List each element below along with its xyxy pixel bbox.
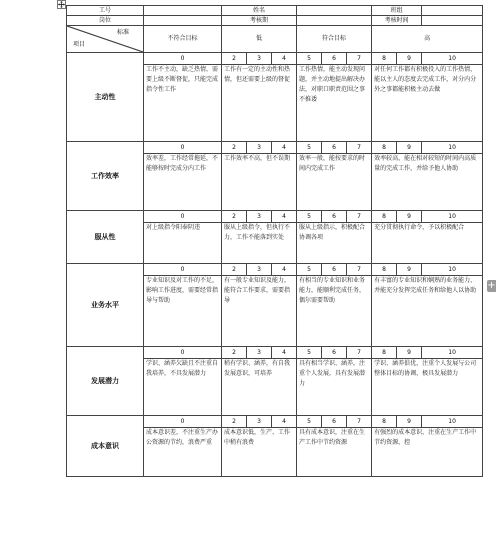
criterion-name: 主动性 <box>67 53 144 142</box>
description-cell: 有丰富的专业知识和娴熟的业务能力，并能充分发挥完成任务和给他人以协助 <box>372 276 483 347</box>
description-cell: 服从上级指令，但执行不力，工作不能落到实处 <box>222 223 297 264</box>
employee-id-value[interactable] <box>144 6 222 16</box>
description-cell: 有相当的专业知识和业务能力，能顺利完成任务，偶尔需要帮助 <box>297 276 372 347</box>
score-cell[interactable]: 3 <box>247 347 272 359</box>
score-cell[interactable]: 6 <box>322 264 347 276</box>
description-cell: 服从上级指示，积极配合协调各项 <box>297 223 372 264</box>
score-cell[interactable]: 7 <box>347 264 372 276</box>
score-cell[interactable]: 9 <box>397 142 422 154</box>
description-cell: 有一般专业知识及能力，能符合工作要求，需要指导 <box>222 276 297 347</box>
position-label: 岗位 <box>67 16 144 26</box>
score-cell[interactable]: 4 <box>272 347 297 359</box>
score-cell[interactable]: 8 <box>372 264 397 276</box>
score-cell[interactable]: 2 <box>222 211 247 223</box>
score-cell[interactable]: 3 <box>247 211 272 223</box>
criterion-name: 工作效率 <box>67 142 144 211</box>
score-cell[interactable]: 8 <box>372 347 397 359</box>
diagonal-header-cell <box>67 26 144 53</box>
description-cell: 充分贯彻执行命令，予以积极配合 <box>372 223 483 264</box>
description-cell: 效率较高，能在相对较短的时间内高质量的完成工作，并给予他人协助 <box>372 154 483 211</box>
score-cell[interactable]: 5 <box>297 53 322 65</box>
score-cell[interactable]: 2 <box>222 264 247 276</box>
description-cell: 专业知识及对工作的不足，影响工作进度，需要经常指导与帮助 <box>144 276 222 347</box>
standard-label: 标准 <box>116 29 129 36</box>
description-cell: 成本意识低，生产、工作中稍有浪费 <box>222 428 297 477</box>
employee-id-label: 工号 <box>67 6 144 16</box>
criterion-name: 发展潜力 <box>67 347 144 416</box>
criterion-name: 服从性 <box>67 211 144 264</box>
score-cell[interactable]: 6 <box>322 211 347 223</box>
header-row-2 <box>67 16 483 26</box>
criterion-name: 成本意识 <box>67 416 144 477</box>
description-cell: 成本意识差，不注重生产办公资源的节约，浪费严重 <box>144 428 222 477</box>
score-cell[interactable]: 9 <box>397 53 422 65</box>
score-cell[interactable]: 4 <box>272 142 297 154</box>
score-cell[interactable]: 7 <box>347 416 372 428</box>
level-header-row <box>67 26 483 53</box>
description-cell: 效率差，工作经常拖延，不能够按时完成分内工作 <box>144 154 222 211</box>
score-cell[interactable]: 9 <box>397 347 422 359</box>
description-cell: 具有相当学识、涵养，注重个人发展，具有发展潜力 <box>297 359 372 416</box>
review-time-label: 考核时间 <box>372 16 422 26</box>
level-low: 低 <box>222 26 297 53</box>
score-cell[interactable]: 2 <box>222 347 247 359</box>
description-cell: 对任何工作都有积极投入的工作热情，能以主人的态度去完成工作，对分内分外之事都能积极主动去做 <box>372 65 483 142</box>
score-cell[interactable]: 8 <box>372 416 397 428</box>
score-cell[interactable]: 3 <box>247 53 272 65</box>
score-cell[interactable]: 0 <box>144 53 222 65</box>
expand-plus-icon[interactable]: + <box>487 280 496 291</box>
description-cell: 稍有学识、涵养，有自我发展意识，可培养 <box>222 359 297 416</box>
score-cell[interactable]: 3 <box>247 142 272 154</box>
score-cell[interactable]: 8 <box>372 211 397 223</box>
score-cell[interactable]: 0 <box>144 416 222 428</box>
level-high: 高 <box>372 26 483 53</box>
score-row <box>67 142 483 154</box>
level-not-meet: 不符合目标 <box>144 26 222 53</box>
name-label: 姓名 <box>222 6 297 16</box>
score-cell[interactable]: 6 <box>322 53 347 65</box>
score-cell[interactable]: 5 <box>297 416 322 428</box>
description-cell: 有强烈的成本意识，注重在生产工作中节约资源，控 <box>372 428 483 477</box>
header-row-1 <box>67 6 483 16</box>
score-cell[interactable]: 2 <box>222 416 247 428</box>
description-cell: 工作热情，能主动发现问题，并主动地提出解决办法，对职口职责范围之事不推诿 <box>297 65 372 142</box>
period-label: 考核期 <box>222 16 297 26</box>
item-label: 项目 <box>73 41 86 48</box>
score-cell[interactable]: 10 <box>422 53 483 65</box>
score-cell[interactable]: 0 <box>144 142 222 154</box>
description-cell: 具有成本意识，注重在生产工作中节约资源 <box>297 428 372 477</box>
score-cell[interactable]: 4 <box>272 264 297 276</box>
level-meet: 符合目标 <box>297 26 372 53</box>
score-cell[interactable]: 10 <box>422 416 483 428</box>
score-cell[interactable]: 10 <box>422 211 483 223</box>
evaluation-form-table <box>66 5 483 477</box>
description-cell: 学识、涵养俱优，注重个人发展与公司整体目标的协调，极具发展潜力 <box>372 359 483 416</box>
score-row <box>67 264 483 276</box>
score-cell[interactable]: 5 <box>297 347 322 359</box>
score-cell[interactable]: 2 <box>222 53 247 65</box>
score-cell[interactable]: 0 <box>144 211 222 223</box>
name-value[interactable] <box>297 6 372 16</box>
score-cell[interactable]: 10 <box>422 142 483 154</box>
score-cell[interactable]: 2 <box>222 142 247 154</box>
description-cell: 对上级指令阳奉阴违 <box>144 223 222 264</box>
score-row <box>67 53 483 65</box>
review-time-value[interactable] <box>422 16 483 26</box>
team-label: 班组 <box>372 6 422 16</box>
score-cell[interactable]: 6 <box>322 347 347 359</box>
score-cell[interactable]: 6 <box>322 142 347 154</box>
score-cell[interactable]: 7 <box>347 53 372 65</box>
score-row <box>67 416 483 428</box>
score-cell[interactable]: 4 <box>272 53 297 65</box>
score-cell[interactable]: 9 <box>397 416 422 428</box>
score-cell[interactable]: 3 <box>247 416 272 428</box>
score-cell[interactable]: 3 <box>247 264 272 276</box>
score-cell[interactable]: 10 <box>422 347 483 359</box>
score-cell[interactable]: 7 <box>347 347 372 359</box>
score-cell[interactable]: 4 <box>272 416 297 428</box>
description-cell: 工作效率不高，但不误期 <box>222 154 297 211</box>
move-handle-icon[interactable] <box>57 0 66 9</box>
score-cell[interactable]: 5 <box>297 264 322 276</box>
description-cell: 工作有一定的主动性和热情，但还需要上级的督促 <box>222 65 297 142</box>
description-cell: 效率一般，能按要求的时间内完成工作 <box>297 154 372 211</box>
score-cell[interactable]: 5 <box>297 211 322 223</box>
score-cell[interactable]: 9 <box>397 264 422 276</box>
score-row <box>67 211 483 223</box>
description-cell: 工作不主动，缺乏热情，需要上级不断督促，只能完成指令性工作 <box>144 65 222 142</box>
score-cell[interactable]: 8 <box>372 142 397 154</box>
score-cell[interactable]: 4 <box>272 211 297 223</box>
score-cell[interactable]: 6 <box>322 416 347 428</box>
score-cell[interactable]: 5 <box>297 142 322 154</box>
score-cell[interactable]: 0 <box>144 347 222 359</box>
team-value[interactable] <box>422 6 483 16</box>
score-cell[interactable]: 8 <box>372 53 397 65</box>
score-row <box>67 347 483 359</box>
period-value[interactable] <box>297 16 372 26</box>
score-cell[interactable]: 7 <box>347 211 372 223</box>
criterion-name: 业务水平 <box>67 264 144 347</box>
description-cell: 学识、涵养欠缺且不注重自我培养，不具发展潜力 <box>144 359 222 416</box>
score-cell[interactable]: 0 <box>144 264 222 276</box>
position-value[interactable] <box>144 16 222 26</box>
score-cell[interactable]: 7 <box>347 142 372 154</box>
score-cell[interactable]: 9 <box>397 211 422 223</box>
score-cell[interactable]: 10 <box>422 264 483 276</box>
